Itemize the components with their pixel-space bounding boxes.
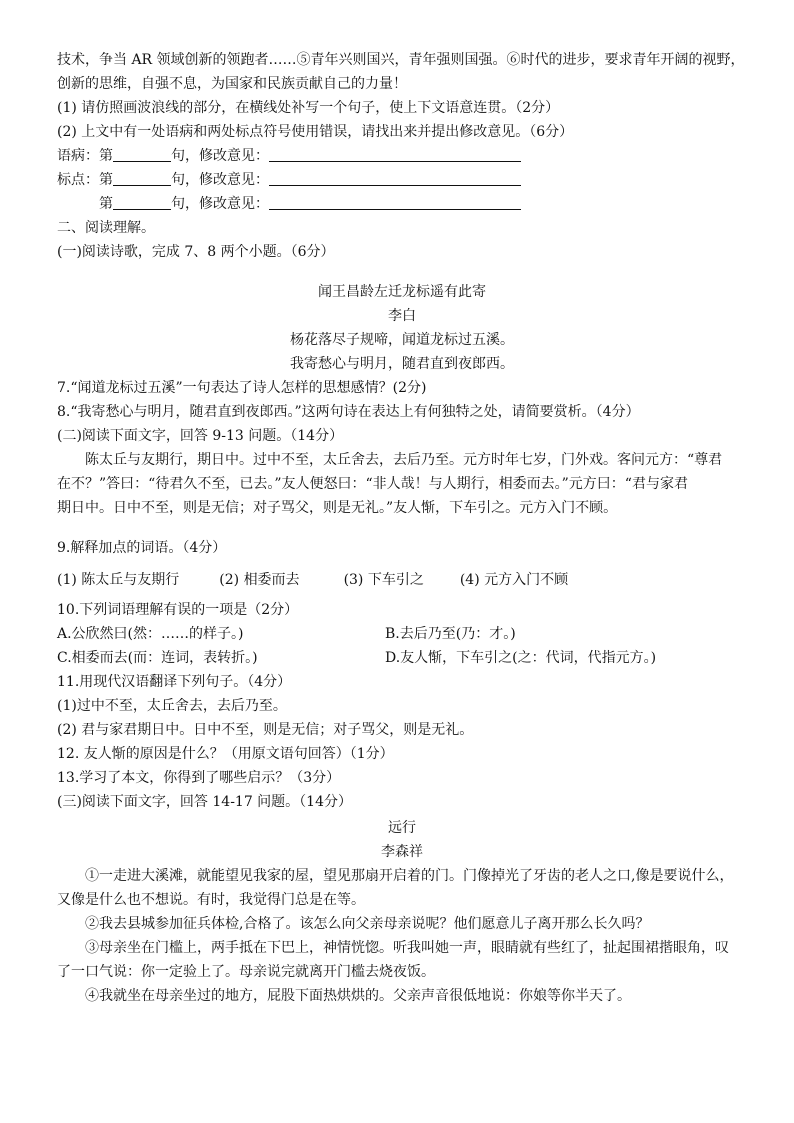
correction-prefix: 第 (99, 172, 113, 188)
passage-2-line-3: 期日中。日中不至，则是无信；对子骂父，则是无礼。”友人惭，下车引之。元方入门不顾。 (57, 500, 618, 516)
top-paragraph-line-2: 创新的思维，自强不息，为国家和民族贡献自己的力量！ (57, 76, 407, 92)
part-1-header: (一)阅读诗歌，完成 7、8 两个小题。（6分） (57, 244, 335, 260)
question-8: 8.“我寄愁心与明月，随君直到夜郎西。”这两句诗在表达上有何独特之处，请简要赏析。（4分） (57, 404, 640, 420)
correction-label: 语病： (57, 148, 99, 164)
q9-item-2: (2) 相委而去 (219, 572, 300, 588)
passage-2-line-2: 在不？”答曰：“待君久不至，已去。”友人便怒曰：“非人哉！与人期行，相委而去。”元方曰：“君与家君 (57, 476, 688, 492)
question-9-items (57, 568, 747, 592)
poem-title: 闻王昌龄左迁龙标遥有此寄 (318, 284, 486, 300)
q10-choice-row-2 (57, 646, 747, 670)
poem-line-1: 杨花落尽子规啼，闻道龙标过五溪。 (290, 332, 514, 348)
correction-label: 标点： (57, 172, 99, 188)
q10-choice-d: D.友人惭，下车引之(之：代词，代指元方。) (385, 650, 657, 666)
q10-choice-b: B.去后乃至(乃：才。) (385, 626, 516, 642)
sentence-number-blank[interactable] (113, 195, 171, 210)
q9-item-1: (1) 陈太丘与友期行 (57, 572, 180, 588)
story-p2: ②我去县城参加征兵体检,合格了。该怎么向父亲母亲说呢？他们愿意儿子离开那么长久吗？ (85, 916, 650, 932)
q9-item-4: (4) 元方入门不顾 (459, 572, 569, 588)
q9-item-3: (3) 下车引之 (343, 572, 424, 588)
correction-mid: 句，修改意见： (171, 196, 269, 212)
question-sub-1: (1) 请仿照画波浪线的部分，在横线处补写一个句子，使上下文语意连贯。（2分） (57, 100, 560, 116)
q10-choice-c: C.相委而去(而：连词，表转折。) (57, 650, 258, 666)
part-2-header: (二)阅读下面文字，回答 9-13 问题。（14分） (57, 428, 344, 444)
poem-author: 李白 (388, 308, 416, 324)
correction-mid: 句，修改意见： (171, 148, 269, 164)
story-author: 李森祥 (381, 844, 423, 860)
correction-answer-blank[interactable] (269, 147, 521, 162)
section-2-title: 二、阅读理解。 (57, 220, 155, 236)
q10-choice-a: A.公欣然曰(然：……的样子。) (57, 626, 244, 642)
story-p4: ④我就坐在母亲坐过的地方，屁股下面热烘烘的。父亲声音很低地说：你娘等你半天了。 (85, 988, 631, 1004)
sentence-number-blank[interactable] (113, 147, 171, 162)
story-p1-line-1: ①一走进大溪滩，就能望见我家的屋，望见那扇开启着的门。门像掉光了牙齿的老人之口,像是要说什么， (85, 868, 734, 884)
poem-line-2: 我寄愁心与明月，随君直到夜郎西。 (290, 356, 514, 372)
question-11: 11.用现代汉语翻译下列句子。（4分） (57, 674, 292, 690)
correction-row-punctuation-1 (57, 168, 747, 192)
story-title: 远行 (388, 820, 416, 836)
q11-item-1: (1)过中不至，太丘舍去，去后乃至。 (57, 698, 287, 714)
passage-2-line-1: 陈太丘与友期行，期日中。过中不至，太丘舍去，去后乃至。元方时年七岁，门外戏。客问元方：“尊君 (85, 452, 723, 468)
question-7: 7.“闻道龙标过五溪”一句表达了诗人怎样的思想感情？(2分) (57, 380, 427, 396)
correction-prefix: 第 (99, 148, 113, 164)
correction-answer-blank[interactable] (269, 171, 521, 186)
top-paragraph-line-1: 技术，争当 AR 领域创新的领跑者……⑤青年兴则国兴，青年强则国强。⑥时代的进步，要求青年开阔的视野， (57, 52, 745, 68)
question-9: 9.解释加点的词语。（4分） (57, 540, 227, 556)
part-3-header: (三)阅读下面文字，回答 14-17 问题。（14分） (57, 794, 352, 810)
question-13: 13.学习了本文，你得到了哪些启示？（3分） (57, 770, 341, 786)
correction-row-punctuation-2 (57, 192, 747, 216)
correction-prefix: 第 (99, 196, 113, 212)
question-12: 12. 友人惭的原因是什么？（用原文语句回答）（1分） (57, 746, 394, 762)
q10-choice-row-1 (57, 622, 747, 646)
correction-row-grammar (57, 144, 747, 168)
correction-mid: 句，修改意见： (171, 172, 269, 188)
q11-item-2: (2) 君与家君期日中。日中不至，则是无信；对子骂父，则是无礼。 (57, 722, 474, 738)
question-10: 10.下列词语理解有误的一项是（2分） (57, 602, 299, 618)
exam-page (57, 48, 747, 1008)
sentence-number-blank[interactable] (113, 171, 171, 186)
correction-answer-blank[interactable] (269, 195, 521, 210)
story-p1-line-2: 又像是什么也不想说。有时，我觉得门总是在等。 (57, 892, 365, 908)
story-p3-line-2: 了一口气说：你一定验上了。母亲说完就离开门槛去烧夜饭。 (57, 964, 435, 980)
question-sub-2: (2) 上文中有一处语病和两处标点符号使用错误，请找出来并提出修改意见。（6分） (57, 124, 574, 140)
story-p3-line-1: ③母亲坐在门槛上，两手抵在下巴上，神情恍惚。听我叫她一声，眼睛就有些红了，扯起围裙揩眼角，叹 (85, 940, 729, 956)
